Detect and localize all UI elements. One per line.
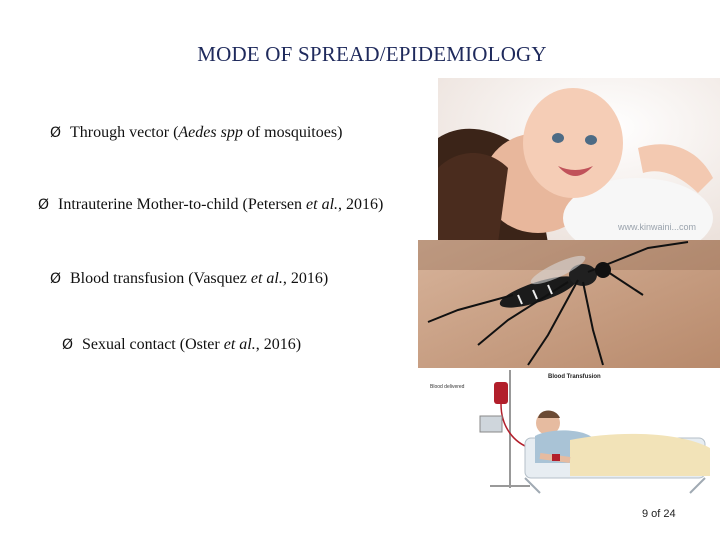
- mosquito-photo: [418, 240, 720, 368]
- mother-baby-photo: [438, 78, 720, 243]
- photo-watermark: www.kinwaini...com: [618, 222, 697, 232]
- arrow-bullet-icon: Ø: [62, 337, 74, 353]
- illustration-label: Blood delivered: [430, 384, 465, 390]
- blood-transfusion-illustration: [420, 368, 720, 496]
- arrow-bullet-icon: Ø: [50, 125, 62, 141]
- bullet-sexual-contact: Ø Sexual contact (Oster et al., 2016): [62, 336, 302, 353]
- arrow-bullet-icon: Ø: [50, 271, 62, 287]
- slide-title: MODE OF SPREAD/EPIDEMIOLOGY: [197, 42, 547, 66]
- bullet-intrauterine: Ø Intrauterine Mother-to-child (Petersen et al., 2016): [38, 196, 384, 213]
- page-number: 9 of 24: [642, 508, 676, 520]
- arrow-bullet-icon: Ø: [38, 197, 50, 213]
- bullet-vector: Ø Through vector (Aedes spp of mosquitoes): [50, 124, 343, 141]
- illustration-heading: Blood Transfusion: [548, 374, 601, 380]
- bullet-blood-transfusion: Ø Blood transfusion (Vasquez et al., 2016): [50, 270, 329, 287]
